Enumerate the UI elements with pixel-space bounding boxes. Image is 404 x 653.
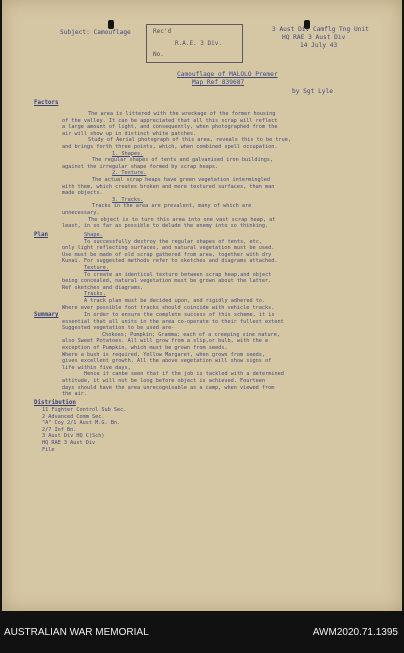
summary-line: Chokoes; Pumpkin; Gramma; each of a creeping vine nature, [102, 331, 281, 338]
factors-line: of the valley. It can be appreciated that all this scrap will reflect [62, 117, 278, 124]
archive-footer [0, 611, 404, 653]
plan-line: A track plan must be decided upon, and rigidly adhered to. [84, 297, 266, 304]
summary-line: days should have the area unrecognisable as a camp, when viewed from [62, 384, 275, 391]
summary-paragraph [62, 312, 397, 398]
distribution-item: File [42, 446, 55, 453]
stamp-received-label: Rec'd [153, 28, 172, 35]
plan-line: Ref sketches and diagrams. [62, 284, 144, 291]
distribution-item: 11 Fighter Control Sub Sec. [42, 407, 127, 413]
factors-line: unnecessary. [62, 209, 100, 216]
plan-subheading: Texture. [84, 264, 109, 271]
plan-line: being concealed, natural vegetation must be grown about the latter. [62, 278, 272, 285]
distribution-item: 2 Advanced Comm Sec. [42, 413, 105, 420]
accession-number: AWM2020.71.1395 [312, 627, 398, 638]
plan-line: To create an identical texture between scrap heap,and object [84, 271, 272, 278]
summary-line: the air. [62, 391, 87, 398]
summary-line: Suggested vegetation to be used are- [62, 325, 175, 332]
factors-line: a large amount of light, and consequently, when photographed from the [62, 124, 278, 131]
factors-line: Study of Aerial photograph of this area, reveals this to be true, [88, 137, 292, 144]
factors-subheading: 3. Tracks. [112, 196, 144, 203]
distribution-item: 3 Aust Div HQ C(Sch) [42, 433, 105, 440]
author-line: by Sgt Lyle [292, 88, 333, 95]
distribution-list [42, 407, 377, 453]
factors-line: The actual scrap heaps have green vegetation intermingled [92, 176, 271, 183]
factors-line: Tracks in the area are prevalent, many of which are [92, 203, 252, 210]
plan-line: Use must be made of old scrap gathered from area, together with dry [62, 251, 272, 258]
summary-line: also Sweet Potatoes. All will grow from a slip,or bulb, with the e [62, 338, 269, 345]
section-heading-plan: Plan [34, 232, 48, 238]
stamp-unit: R.A.E. 3 Div. [175, 40, 222, 47]
plan-subheading: Shape. [84, 232, 103, 238]
factors-line: with them, which creates broken and more textured surfaces, than man [62, 183, 275, 190]
summary-line: Hence it canbe seen that if the job is tackled with a determined [84, 371, 284, 378]
summary-line: attitude, it will not be long before object is achieved. Fourteen [62, 377, 266, 384]
distribution-item: 2/7 Inf Bn. [42, 426, 77, 433]
document-date: 14 July 43 [300, 42, 338, 49]
summary-line: Where a bush is required, Yellow Margaret, when grown from seeds, [62, 351, 266, 358]
institution-name: AUSTRALIAN WAR MEMORIAL [4, 627, 149, 638]
plan-line: Where ever possible foot tracks should coincide with vehicle tracks. [62, 304, 275, 311]
punch-hole [108, 20, 114, 29]
factors-line: The object is to turn this area into one vast scrap heap, at [88, 216, 276, 223]
from-unit: 3 Aust Div Camflg Tng Unit [272, 26, 369, 33]
summary-line: life within five days, [62, 364, 131, 371]
map-reference: Map Ref 839687 [192, 79, 245, 86]
plan-paragraph [62, 232, 397, 311]
factors-line: The regular shapes of tents and galvanised iron buildings, [92, 157, 274, 164]
factors-subheading: 2. Texture. [112, 170, 147, 177]
factors-line: air will show up in distinct white patches. [62, 130, 197, 137]
document-sheet [2, 0, 402, 611]
section-heading-factors: Factors [34, 100, 59, 106]
document-title: Camouflage of MALOLO Premer [177, 71, 278, 78]
section-heading-summary: Summary [34, 312, 59, 318]
plan-subheading: Tracks. [84, 291, 106, 298]
plan-line: only light reflecting surfaces, and natural vegetation must be used. [62, 245, 275, 252]
summary-line: essential that all units in the area co-operate to their fullest extent [62, 318, 284, 325]
plan-line: To successfully destroy the regular shapes of tents, etc, [84, 238, 263, 245]
summary-line: In order to ensure the complete success of this scheme, it is [84, 312, 275, 318]
factors-paragraph [62, 111, 397, 230]
from-hq: HQ RAE 3 Aust Div [282, 34, 346, 41]
subject-line: Subject: Camouflage [60, 29, 131, 36]
factors-line: and brings forth three points, which, when combined spell occupation. [62, 143, 278, 150]
factors-line: least, in so far as possible to delude the enemy into so thinking. [62, 223, 269, 230]
stamp-number-label: No. [153, 51, 164, 58]
section-heading-distribution: Distribution [34, 400, 76, 406]
summary-line: exception of Pumpkin, which must be grown from seeds. [62, 344, 228, 351]
factors-subheading: 1. Shapes. [112, 150, 144, 157]
summary-line: gives excellent growth. All the above vegetation will show signs of [62, 358, 272, 365]
factors-line: against the irregular shape formed by scrap heaps. [62, 163, 219, 170]
factors-line: The area is littered with the wreckage of the former housing [88, 111, 276, 117]
plan-line: Kunai. For suggested methods refer to sketches and diagrams attached. [62, 258, 278, 265]
distribution-item: HQ RAE 3 Aust Div [42, 439, 96, 446]
factors-line: made objects. [62, 190, 103, 197]
received-stamp [146, 24, 243, 63]
distribution-item: "A" Coy 2/1 Aust M.G. Bn. [42, 420, 121, 427]
